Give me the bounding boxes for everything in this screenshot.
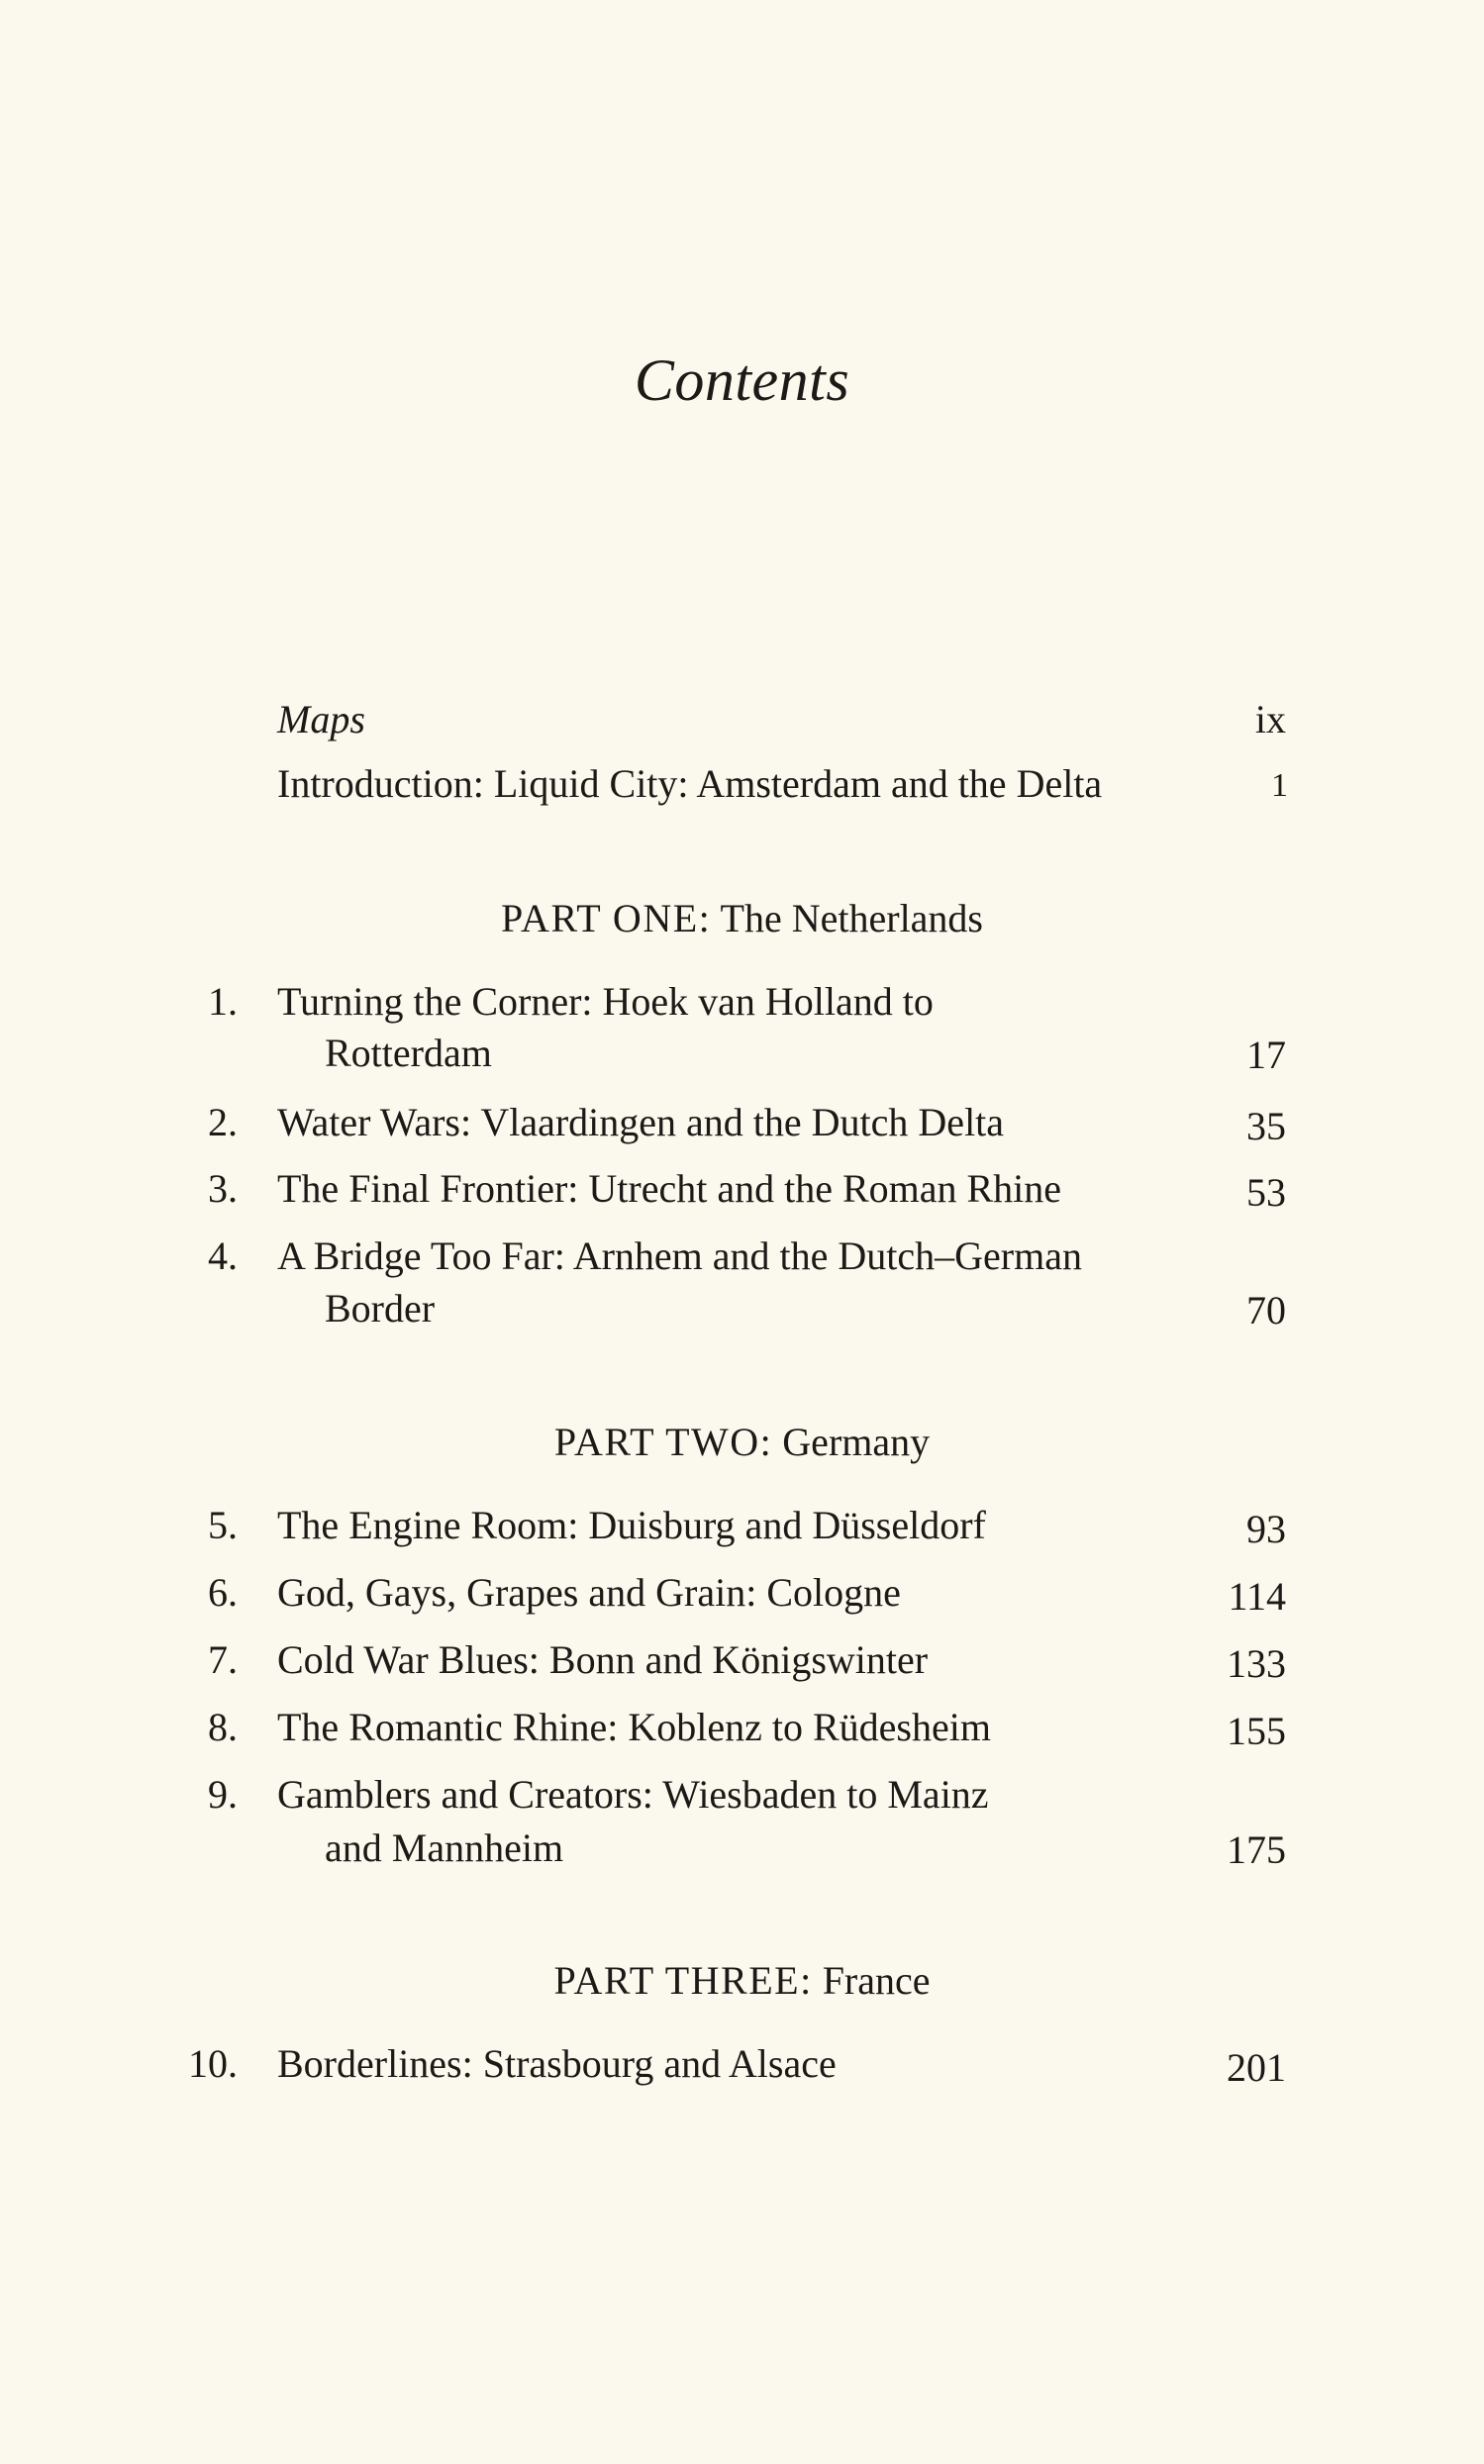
chapter-page: 70 — [1246, 1288, 1286, 1332]
toc-entry-maps-page: ix — [1254, 697, 1286, 741]
chapter-title[interactable]: A Bridge Too Far: Arnhem and the Dutch–German — [277, 1233, 1082, 1278]
chapter-title[interactable]: Borderlines: Strasbourg and Alsace — [277, 2041, 837, 2086]
chapter-page: 114 — [1228, 1574, 1286, 1619]
chapter-number: 10. — [188, 2041, 238, 2086]
part-heading-one — [0, 895, 1484, 942]
chapter-title[interactable]: Cold War Blues: Bonn and Königswinter — [277, 1637, 929, 1682]
part-label: PART ONE: — [500, 896, 712, 940]
chapter-page: 133 — [1227, 1641, 1286, 1686]
chapter-number: 8. — [208, 1705, 238, 1749]
part-name: The Netherlands — [720, 896, 983, 940]
part-label: PART TWO: — [553, 1420, 773, 1464]
part-name: France — [822, 1958, 931, 2003]
chapter-number: 6. — [208, 1570, 238, 1615]
chapter-number: 2. — [208, 1100, 238, 1144]
page-title: Contents — [634, 347, 850, 413]
chapter-page: 201 — [1227, 2045, 1286, 2090]
chapter-number: 1. — [208, 979, 238, 1024]
toc-entry-introduction-title[interactable]: Introduction: Liquid City: Amsterdam and the Delta — [277, 761, 1103, 806]
part-heading-three — [0, 1957, 1484, 2005]
part-heading-two — [0, 1419, 1484, 1466]
chapter-number: 9. — [208, 1772, 238, 1817]
chapter-title[interactable]: The Romantic Rhine: Koblenz to Rüdesheim — [277, 1705, 991, 1749]
part-label: PART THREE: — [553, 1958, 813, 2003]
chapter-number: 4. — [208, 1233, 238, 1278]
chapter-title-continued[interactable]: Rotterdam — [325, 1031, 492, 1075]
chapter-title-continued[interactable]: Border — [325, 1286, 436, 1331]
chapter-title[interactable]: Water Wars: Vlaardingen and the Dutch Delta — [277, 1100, 1005, 1144]
chapter-number: 7. — [208, 1637, 238, 1682]
chapter-page: 175 — [1227, 1827, 1286, 1872]
chapter-page: 155 — [1227, 1709, 1286, 1753]
chapter-title[interactable]: Turning the Corner: Hoek van Holland to — [277, 979, 934, 1024]
toc-entry-maps-title[interactable]: Maps — [277, 697, 365, 741]
part-name: Germany — [782, 1420, 931, 1464]
chapter-title[interactable]: The Engine Room: Duisburg and Düsseldorf — [277, 1503, 986, 1547]
chapter-page: 93 — [1246, 1507, 1286, 1551]
chapter-page: 53 — [1246, 1170, 1286, 1215]
chapter-title[interactable]: The Final Frontier: Utrecht and the Roman Rhine — [277, 1166, 1062, 1211]
chapter-title-continued[interactable]: and Mannheim — [325, 1825, 564, 1870]
chapter-page: 17 — [1246, 1033, 1286, 1077]
chapter-title[interactable]: Gamblers and Creators: Wiesbaden to Mainz — [277, 1772, 989, 1817]
chapter-number: 5. — [208, 1503, 238, 1547]
chapter-number: 3. — [208, 1166, 238, 1211]
chapter-title[interactable]: God, Gays, Grapes and Grain: Cologne — [277, 1570, 901, 1615]
chapter-page: 35 — [1246, 1104, 1286, 1148]
toc-entry-introduction-page: 1 — [1271, 767, 1288, 804]
